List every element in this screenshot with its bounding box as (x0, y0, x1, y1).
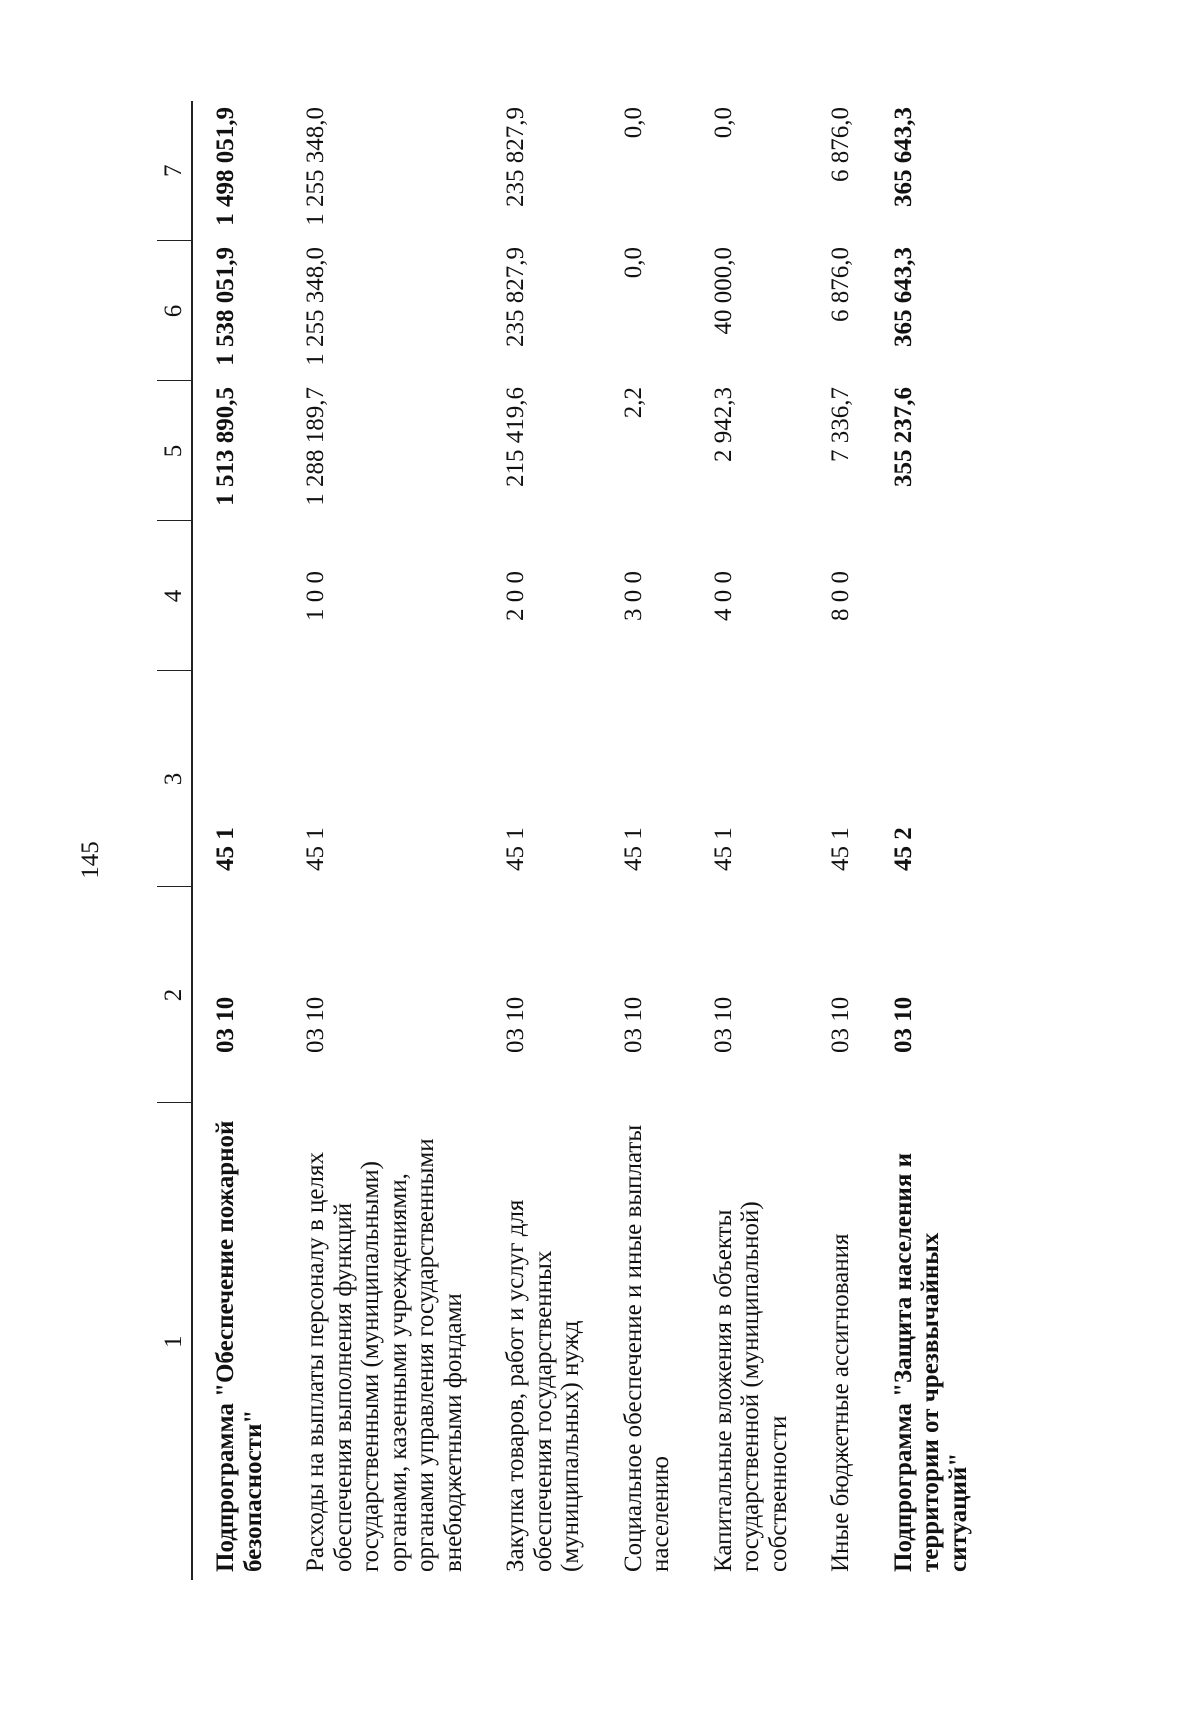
row-value-7: 1 255 348,0 (302, 107, 329, 226)
row-value-5: 215 419,6 (502, 387, 529, 487)
table-row (483, 101, 601, 1580)
row-code: 45 1 (619, 827, 647, 871)
row-type: 1 0 0 (302, 571, 329, 621)
row-value-7: 0,0 (709, 107, 737, 139)
column-header: 4 (157, 521, 192, 671)
row-value-5: 1 288 189,7 (302, 387, 329, 506)
table-row (691, 101, 809, 1580)
row-code: 45 1 (709, 827, 737, 871)
column-header: 5 (157, 381, 192, 521)
table-header (157, 101, 192, 1580)
column-header: 2 (157, 887, 192, 1103)
row-value-7: 6 876,0 (827, 107, 854, 182)
row-value-7: 235 827,9 (502, 107, 529, 207)
table-row (871, 101, 989, 1580)
row-name: Закупка товаров, работ и услуг для обеспечения государственных (муниципальных) нужд (502, 1199, 584, 1572)
table-body (192, 101, 988, 1580)
row-value-5: 355 237,6 (889, 387, 917, 487)
row-type: 3 0 0 (619, 571, 647, 621)
table-row (601, 101, 691, 1580)
row-type: 8 0 0 (827, 571, 854, 621)
row-code: 45 1 (827, 827, 854, 871)
row-name: Социальное обеспечение и иные выплаты населению (619, 1124, 674, 1572)
row-section: 03 10 (889, 996, 917, 1053)
row-section: 03 10 (502, 996, 529, 1053)
row-value-6: 0,0 (619, 247, 647, 279)
table-row (283, 101, 483, 1580)
row-value-6: 6 876,0 (827, 247, 854, 322)
row-code: 45 1 (302, 827, 329, 871)
row-section: 03 10 (619, 996, 647, 1053)
row-code: 45 1 (502, 827, 529, 871)
row-value-6: 1 255 348,0 (302, 247, 329, 366)
row-value-5: 7 336,7 (827, 387, 854, 462)
column-header: 6 (157, 241, 192, 381)
table-row (808, 101, 871, 1580)
row-type: 4 0 0 (709, 571, 737, 621)
row-value-6: 1 538 051,9 (212, 247, 239, 366)
row-code: 45 2 (889, 827, 917, 871)
row-value-7: 0,0 (619, 107, 647, 139)
row-value-7: 1 498 051,9 (212, 107, 239, 226)
row-type: 2 0 0 (502, 571, 529, 621)
column-header: 3 (157, 671, 192, 887)
row-value-6: 235 827,9 (502, 247, 529, 347)
row-name: Подпрограмма "Защита населения и территории от чрезвычайных ситуаций" (889, 1152, 972, 1572)
row-section: 03 10 (827, 996, 854, 1053)
row-name: Подпрограмма "Обеспечение пожарной безопасности" (212, 1120, 267, 1572)
row-code: 45 1 (212, 827, 239, 871)
row-value-5: 2 942,3 (709, 387, 737, 462)
row-type (871, 521, 989, 671)
row-section: 03 10 (302, 996, 329, 1053)
budget-table-sheet (157, 101, 1100, 1580)
page-number: 145 (76, 841, 104, 879)
table-row (192, 101, 283, 1580)
row-value-7: 365 643,3 (889, 107, 917, 207)
column-header: 1 (157, 1103, 192, 1580)
row-value-5: 2,2 (619, 387, 647, 419)
row-value-6: 365 643,3 (889, 247, 917, 347)
row-name: Капитальные вложения в объекты государственной (муниципальной) собственности (709, 1201, 792, 1572)
row-name: Расходы на выплаты персоналу в целях обеспечения выполнения функций государственными (муниципальными) органами, казенными учреждениями, органами управления государственными внебюджетными фондами (302, 1138, 467, 1572)
row-section: 03 10 (709, 996, 737, 1053)
row-section: 03 10 (212, 996, 239, 1053)
column-header: 7 (157, 101, 192, 241)
budget-table (157, 101, 988, 1580)
row-value-5: 1 513 890,5 (212, 387, 239, 506)
row-value-6: 40 000,0 (709, 247, 737, 335)
row-type (192, 521, 283, 671)
row-name: Иные бюджетные ассигнования (827, 1233, 854, 1572)
